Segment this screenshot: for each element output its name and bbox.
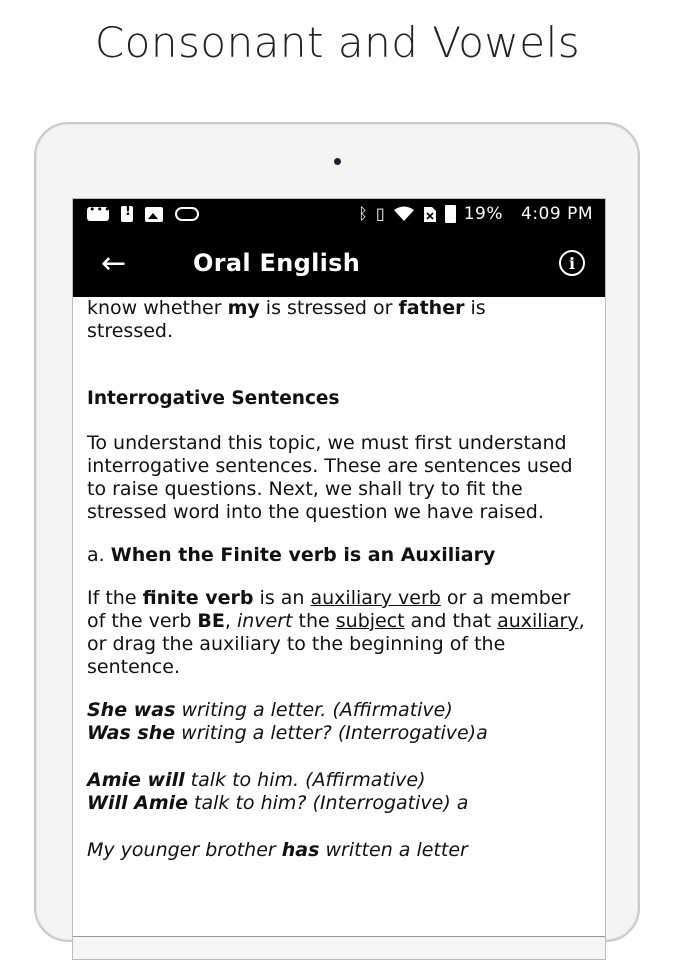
bluetooth-icon: ᛒ xyxy=(358,204,368,223)
app-screen xyxy=(72,198,606,960)
promo-title: Consonant and Vowels xyxy=(94,18,581,67)
alert-icon xyxy=(121,206,133,222)
wifi-icon xyxy=(393,206,415,222)
clock: 4:09 PM xyxy=(521,204,593,224)
rule-paragraph: If the finite verb is an auxiliary verb or a member of the verb BE, invert the subject and that auxiliary, or drag the auxiliary to the beginning of the sentence. xyxy=(87,587,585,678)
bottom-bar xyxy=(73,936,605,959)
info-icon[interactable]: i xyxy=(559,250,585,276)
status-bar xyxy=(73,199,605,229)
battery-icon xyxy=(445,205,456,223)
lesson-content[interactable] xyxy=(73,297,605,959)
example-2: Amie will talk to him. (Affirmative) Will Amie talk to him? (Interrogative) a xyxy=(87,769,469,814)
sub-heading: a. When the Finite verb is an Auxiliary xyxy=(87,544,496,566)
cloud-icon xyxy=(175,207,199,221)
message-icon xyxy=(87,207,109,221)
example-3: My younger brother has written a letter xyxy=(87,839,468,861)
paragraph-cutoff: know whether my is stressed or father is stressed. xyxy=(87,297,486,342)
tablet-frame xyxy=(34,122,640,942)
app-bar xyxy=(73,229,605,297)
example-1: She was writing a letter. (Affirmative) Was she writing a letter? (Interrogative)a xyxy=(87,699,488,744)
image-icon xyxy=(145,207,163,222)
section-heading: Interrogative Sentences xyxy=(87,388,340,409)
back-arrow-icon[interactable]: ← xyxy=(101,245,127,281)
no-sim-icon xyxy=(423,206,437,223)
app-title: Oral English xyxy=(193,249,361,277)
intro-paragraph: To understand this topic, we must first understand interrogative sentences. These are sentences used to raise questions. Next, we shall try to fit the stressed word into the question we have raised. xyxy=(87,432,573,523)
camera-dot xyxy=(334,158,341,165)
vibrate-icon: ▯ xyxy=(375,204,385,223)
battery-percent: 19% xyxy=(463,204,503,224)
